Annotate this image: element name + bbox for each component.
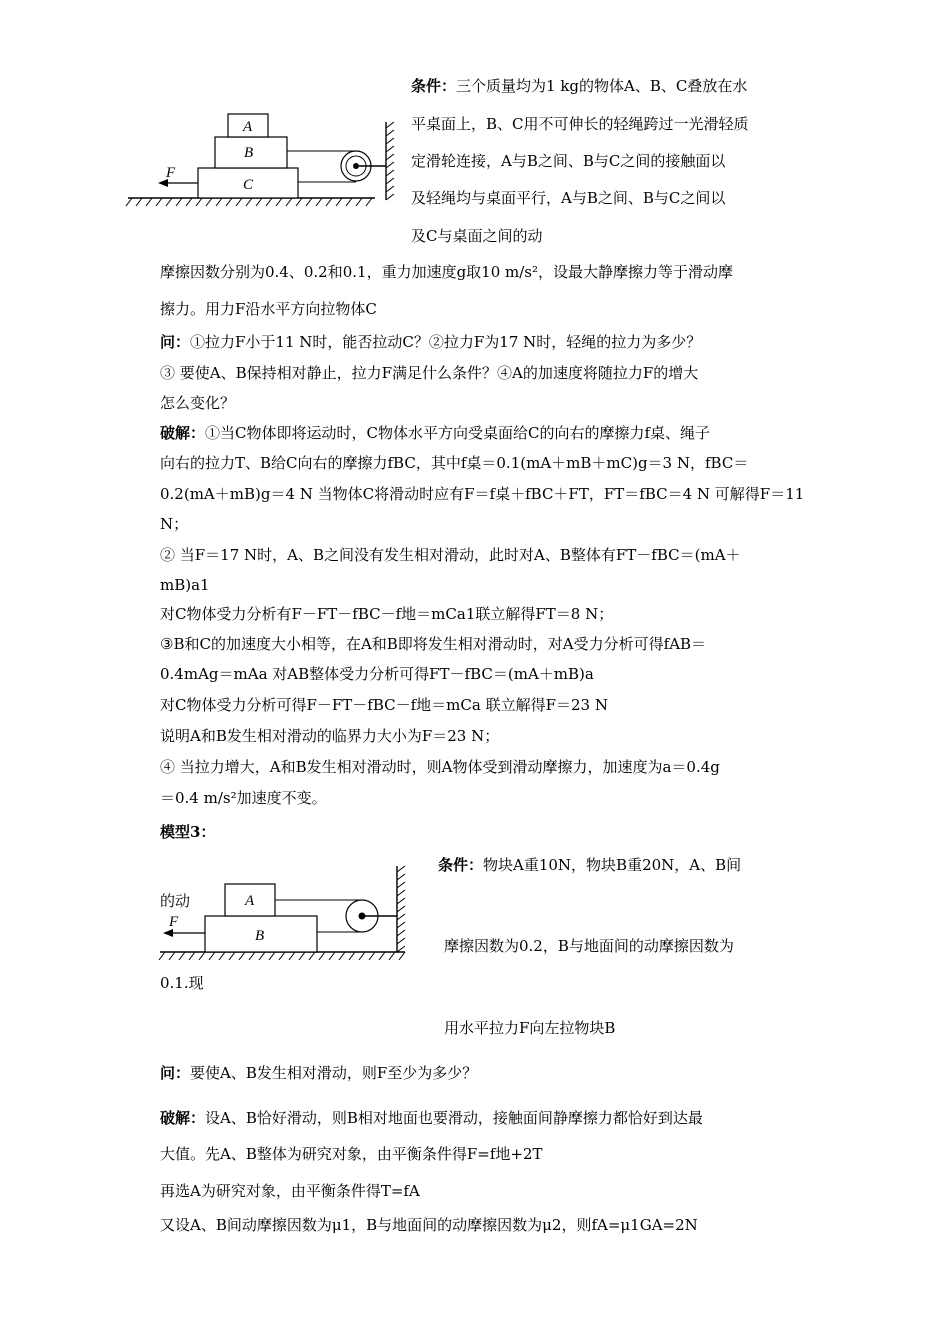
pulley-axle — [359, 913, 366, 920]
m2-sol-text: ①当C物体即将运动时，C物体水平方向受桌面给C的向右的摩擦力f桌、绳子 — [205, 424, 711, 442]
m2-solution-line-4: N； — [160, 515, 189, 533]
wall-hatch — [397, 866, 405, 952]
m2-solution-line-2: 向右的拉力T、B给C向右的摩擦力fBC，其中f桌＝0.1(mA＋mB＋mC)g＝3 N，fBC＝ — [160, 454, 749, 472]
m2-sol-label: 破解： — [160, 424, 206, 442]
m3-solution-line-1 — [160, 1107, 703, 1129]
m2-solution-line-12: ④ 当拉力增大，A和B发生相对滑动时，则A物体受到滑动摩擦力，加速度为a＝0.4g — [160, 758, 720, 776]
m3-sol-label: 破解： — [160, 1109, 206, 1127]
label-b: B — [255, 928, 265, 944]
m3-cond-line-2: 摩擦因数为0.2，B与地面间的动摩擦因数为 — [444, 937, 734, 955]
m2-solution-line-8: ③B和C的加速度大小相等，在A和B即将发生相对滑动时，对A受力分析可得fAB＝ — [160, 635, 707, 653]
m2-solution-line-5: ② 当F＝17 N时，A、B之间没有发生相对滑动，此时对A、B整体有FT－fBC＝(mA＋ — [160, 546, 741, 564]
m2-solution-line-10: 对C物体受力分析可得F－FT－fBC－f地＝mCa 联立解得F＝23 N — [160, 696, 608, 714]
model3-figure — [155, 860, 420, 970]
m2-question-line-3: 怎么变化？ — [160, 394, 236, 412]
pulley-axle — [353, 163, 359, 169]
label-a: A — [243, 119, 253, 135]
m2-cond-label: 条件： — [411, 77, 457, 95]
m2-cond-line-5: 及C与桌面之间的动 — [411, 227, 543, 245]
m3-cond-line-1 — [438, 854, 741, 876]
m3-solution-line-4: 又设A、B间动摩擦因数为μ1，B与地面间的动摩擦因数为μ2，则fA=μ1GA=2N — [160, 1216, 698, 1234]
label-c: C — [243, 177, 254, 193]
label-b: B — [244, 145, 254, 161]
m2-q-label: 问： — [160, 333, 191, 351]
m3-cond-line-3: 0.1.现 — [160, 974, 204, 992]
model2-figure — [120, 100, 410, 215]
ground-hatch — [126, 198, 372, 206]
ground-hatch — [159, 952, 405, 960]
force-arrowhead — [163, 929, 173, 937]
m3-question — [160, 1062, 477, 1084]
wall-hatch — [386, 122, 394, 200]
m2-full-line-1: 摩擦因数分别为0.4、0.2和0.1，重力加速度g取10 m/s²，设最大静摩擦力等于滑动摩 — [160, 263, 734, 281]
m2-cond-line-2: 平桌面上，B、C用不可伸长的轻绳跨过一光滑轻质 — [411, 115, 749, 133]
label-a: A — [245, 893, 255, 909]
m3-sol-text: 设A、B恰好滑动，则B相对地面也要滑动，接触面间静摩擦力都恰好到达最 — [205, 1109, 703, 1127]
m2-solution-line-13: ＝0.4 m/s²加速度不变。 — [160, 789, 327, 807]
m3-solution-line-2: 大值。先A、B整体为研究对象，由平衡条件得F=f地+2T — [160, 1145, 543, 1163]
m2-cond-line-1 — [411, 75, 747, 97]
m2-cond-line-4: 及轻绳均与桌面平行，A与B之间、B与C之间以 — [411, 189, 726, 207]
m2-solution-line-6: mB)a1 — [160, 576, 210, 594]
m2-solution-line-9: 0.4mAg＝mAa 对AB整体受力分析可得FT－fBC＝(mA＋mB)a — [160, 665, 594, 683]
m3-cond-text: 物块A重10N，物块B重20N，A、B间 — [483, 856, 742, 874]
m2-question-line-1 — [160, 331, 701, 353]
model3-title: 模型3： — [160, 823, 216, 841]
m2-question-line-2: ③ 要使A、B保持相对静止，拉力F满足什么条件？④A的加速度将随拉力F的增大 — [160, 364, 699, 382]
m2-full-line-2: 擦力。用力F沿水平方向拉物体C — [160, 300, 377, 318]
m2-cond-line-3: 定滑轮连接，A与B之间、B与C之间的接触面以 — [411, 152, 726, 170]
m3-q-label: 问： — [160, 1064, 191, 1082]
label-f: F — [166, 165, 176, 181]
m3-left-fragment: 的动 — [160, 892, 191, 910]
m2-solution-line-1 — [160, 422, 710, 444]
m2-q-text: ①拉力F小于11 N时，能否拉动C？②拉力F为17 N时，轻绳的拉力为多少？ — [190, 333, 702, 351]
m2-solution-line-11: 说明A和B发生相对滑动的临界力大小为F＝23 N； — [160, 727, 500, 745]
m2-solution-line-7: 对C物体受力分析有F－FT－fBC－f地＝mCa1联立解得FT＝8 N； — [160, 605, 614, 623]
m2-solution-line-3: 0.2(mA＋mB)g＝4 N 当物体C将滑动时应有F＝f桌＋fBC＋FT，FT＝fBC＝4 N 可解得F＝11 — [160, 485, 805, 503]
m3-cond-label: 条件： — [438, 856, 484, 874]
label-f: F — [169, 914, 179, 930]
m2-cond-text: 三个质量均为1 kg的物体A、B、C叠放在水 — [456, 77, 748, 95]
m3-solution-line-3: 再选A为研究对象，由平衡条件得T=fA — [160, 1182, 420, 1200]
m3-q-text: 要使A、B发生相对滑动，则F至少为多少？ — [190, 1064, 478, 1082]
m3-cond-line-4: 用水平拉力F向左拉物块B — [444, 1019, 616, 1037]
